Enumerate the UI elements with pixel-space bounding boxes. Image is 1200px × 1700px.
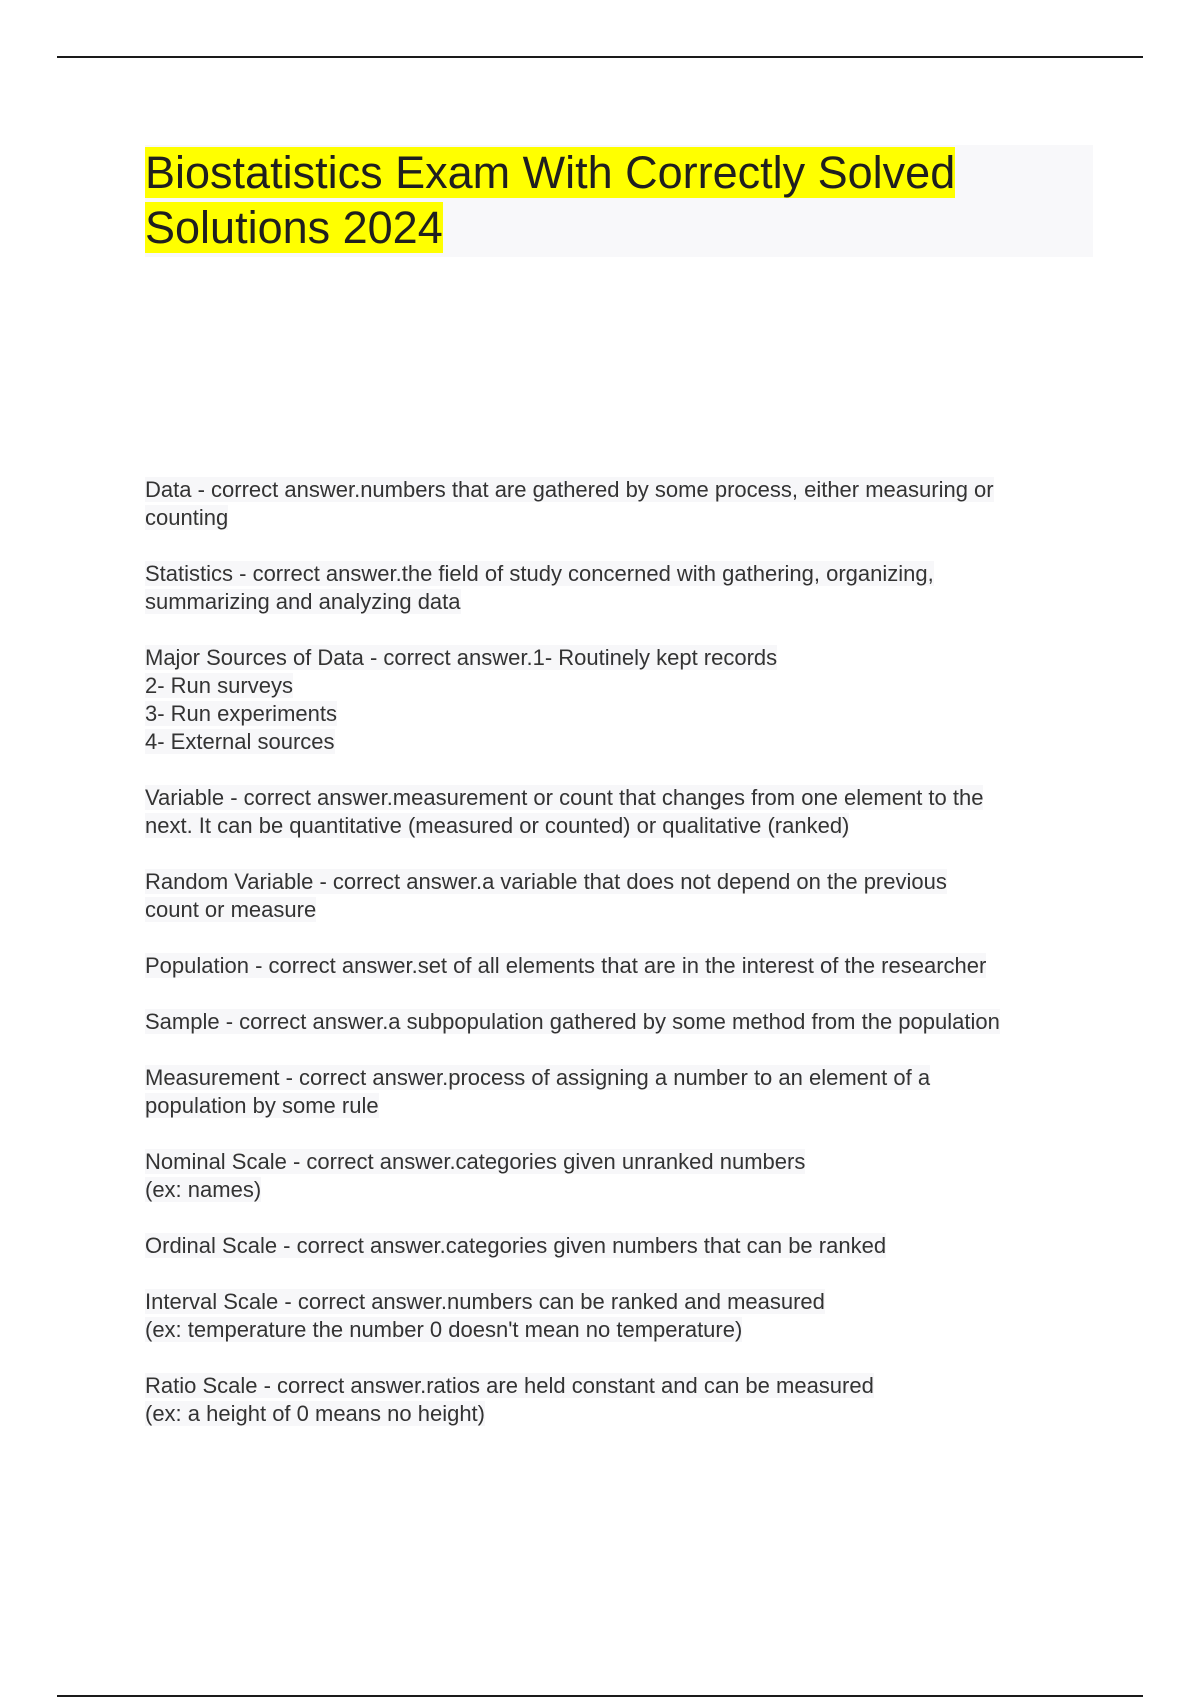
- qa-entry-line: Measurement - correct answer.process of assigning a number to an element of a: [145, 1065, 931, 1090]
- qa-entry: [145, 784, 1095, 840]
- highlighted-title-text: Biostatistics Exam With Correctly Solved Solutions 2024: [145, 147, 956, 253]
- document-title: [145, 145, 1093, 255]
- bottom-rule: [57, 1695, 1143, 1697]
- qa-entry-line: Variable - correct answer.measurement or count that changes from one element to the: [145, 785, 984, 810]
- qa-entry-line: (ex: names): [145, 1177, 262, 1202]
- qa-entry-line: 4- External sources: [145, 729, 335, 754]
- qa-entry-line: Random Variable - correct answer.a variable that does not depend on the previous: [145, 869, 947, 894]
- qa-entry: [145, 1148, 1095, 1204]
- qa-entry-line: 2- Run surveys: [145, 673, 293, 698]
- title-block: [145, 145, 1093, 257]
- qa-entry-line: next. It can be quantitative (measured or counted) or qualitative (ranked): [145, 813, 850, 838]
- qa-entry: [145, 868, 1095, 924]
- qa-entry: [145, 1008, 1095, 1036]
- qa-entry-line: Population - correct answer.set of all elements that are in the interest of the researcher: [145, 953, 987, 978]
- qa-entry: [145, 560, 1095, 616]
- qa-entry-line: count or measure: [145, 897, 317, 922]
- qa-entry-line: (ex: temperature the number 0 doesn't mean no temperature): [145, 1317, 743, 1342]
- qa-entry: [145, 1064, 1095, 1120]
- qa-entry-line: (ex: a height of 0 means no height): [145, 1401, 485, 1426]
- qa-entry-line: Major Sources of Data - correct answer.1- Routinely kept records: [145, 645, 778, 670]
- qa-entry-line: Ratio Scale - correct answer.ratios are held constant and can be measured: [145, 1373, 874, 1398]
- qa-entry-line: Statistics - correct answer.the field of study concerned with gathering, organizing,: [145, 561, 934, 586]
- qa-entry-line: Sample - correct answer.a subpopulation gathered by some method from the population: [145, 1009, 1000, 1034]
- qa-entry-line: 3- Run experiments: [145, 701, 337, 726]
- qa-entry: [145, 1288, 1095, 1344]
- top-rule: [57, 56, 1143, 58]
- qa-entry-line: Nominal Scale - correct answer.categories given unranked numbers: [145, 1149, 806, 1174]
- qa-list: [145, 476, 1095, 1456]
- qa-entry: [145, 952, 1095, 980]
- qa-entry: [145, 1372, 1095, 1428]
- qa-entry: [145, 476, 1095, 532]
- qa-entry: [145, 644, 1095, 756]
- qa-entry-line: summarizing and analyzing data: [145, 589, 461, 614]
- qa-entry-line: Ordinal Scale - correct answer.categories given numbers that can be ranked: [145, 1233, 887, 1258]
- qa-entry-line: Data - correct answer.numbers that are gathered by some process, either measuring or: [145, 477, 994, 502]
- qa-entry-line: Interval Scale - correct answer.numbers can be ranked and measured: [145, 1289, 825, 1314]
- qa-entry: [145, 1232, 1095, 1260]
- qa-entry-line: counting: [145, 505, 229, 530]
- qa-entry-line: population by some rule: [145, 1093, 379, 1118]
